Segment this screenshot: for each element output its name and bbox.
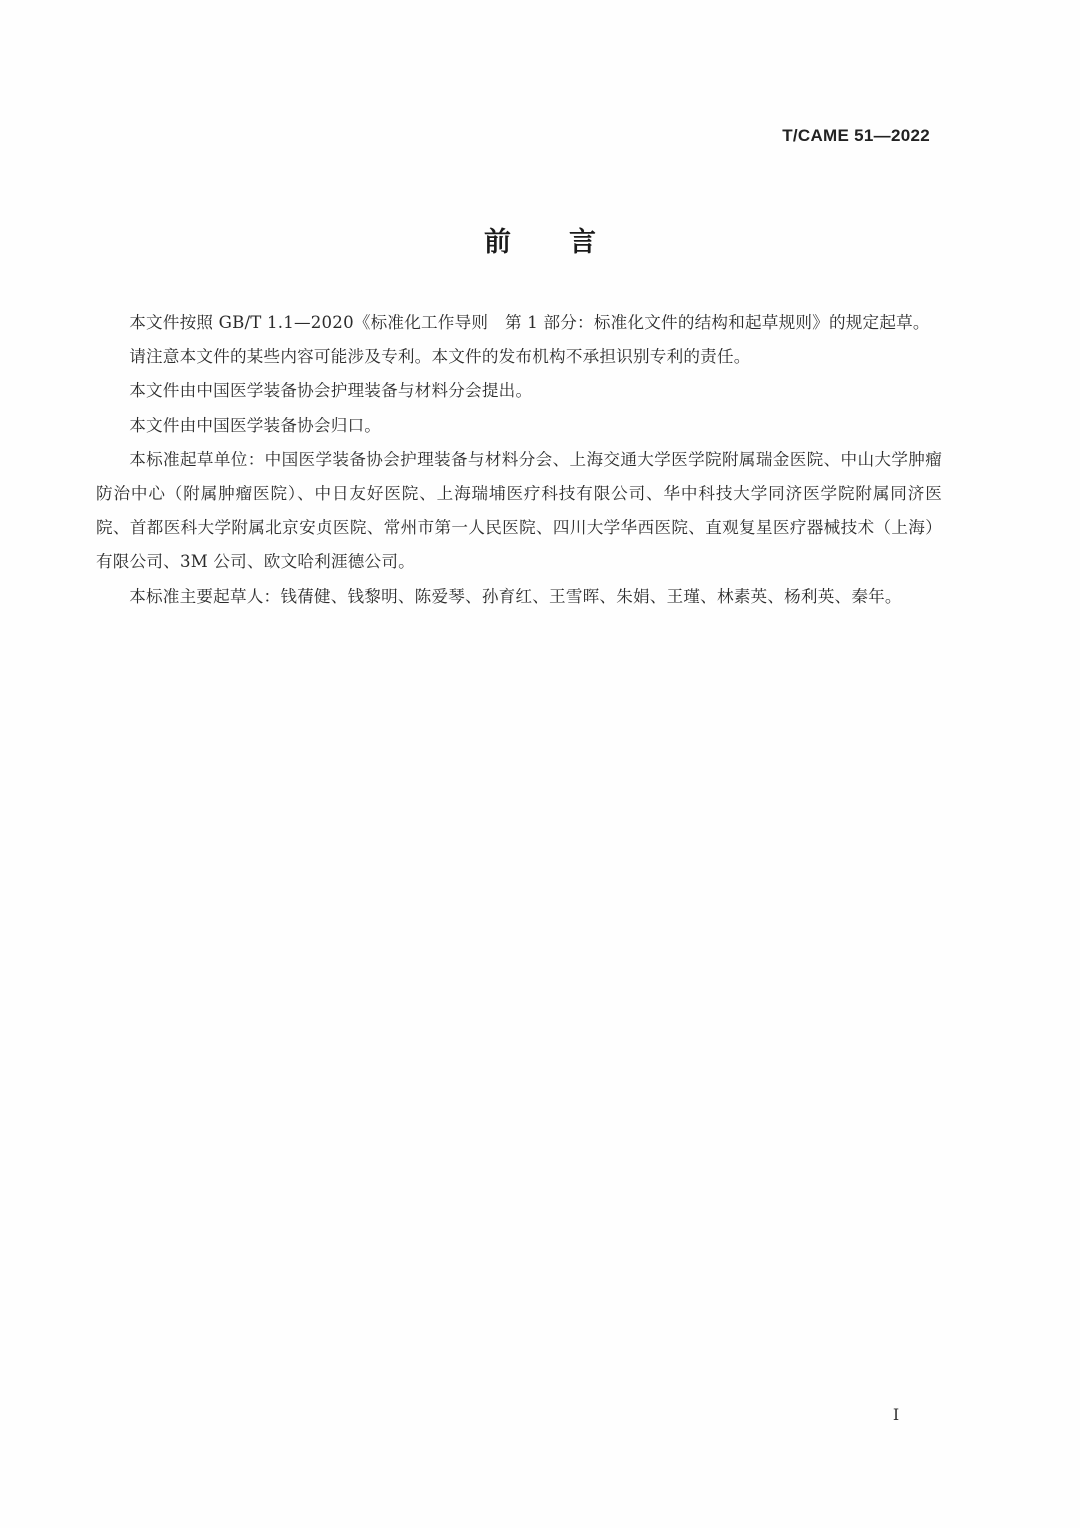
paragraph-drafting-rules: 本文件按照 GB/T 1.1—2020《标准化工作导则 第 1 部分：标准化文件的结构和起草规则》的规定起草。: [129, 313, 930, 332]
paragraph-drafting-units: 本标准起草单位：中国医学装备协会护理装备与材料分会、上海交通大学医学院附属瑞金医院、中山大学肿瘤防治中心（附属肿瘤医院）、中日友好医院、上海瑞埔医疗科技有限公司、华中科技大学同济医学院附属同济医院、首都医科大学附属北京安贞医院、常州市第一人民医院、四川大学华西医院、直观复星医疗器械技术（上海）有限公司、3M 公司、欧文哈利涯德公司。: [96, 449, 942, 572]
foreword-body: [96, 306, 942, 614]
paragraph-patent-notice: 请注意本文件的某些内容可能涉及专利。本文件的发布机构不承担识别专利的责任。: [129, 347, 751, 367]
paragraph-proposer: 本文件由中国医学装备协会护理装备与材料分会提出。: [129, 381, 533, 401]
document-code: T/CAME 51—2022: [782, 126, 930, 145]
paragraph-drafters: 本标准主要起草人：钱蒨健、钱黎明、陈爱琴、孙育红、王雪晖、朱娟、王瑾、林素英、杨利英、秦年。: [129, 586, 902, 606]
page-number: I: [892, 1405, 900, 1424]
page-title: 前言: [484, 227, 654, 258]
paragraph-centralized-unit: 本文件由中国医学装备协会归口。: [129, 415, 382, 435]
